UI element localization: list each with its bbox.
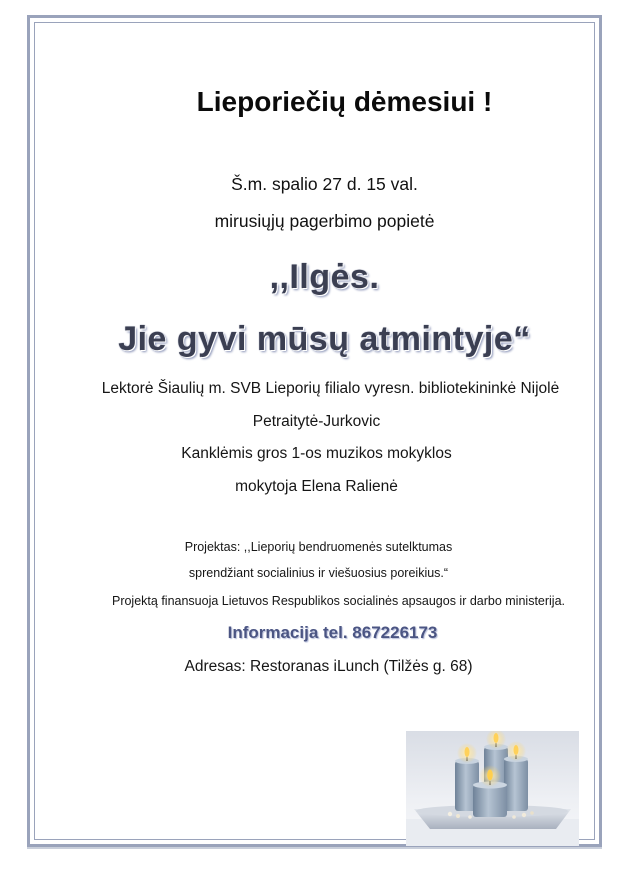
event-description: mirusiųjų pagerbimo popietė: [214, 211, 435, 231]
event-datetime: Š.m. spalio 27 d. 15 val.: [231, 174, 418, 194]
lecturer-line2: Petraitytė-Jurkovic: [252, 413, 381, 430]
event-name-line1: ,,Ilgės.: [269, 258, 380, 296]
project-line2: sprendžiant socialinius ir viešuosius poreikius.“: [188, 566, 449, 580]
project-line1: Projektas: ,,Lieporių bendruomenės sutelktumas: [184, 540, 453, 554]
poster-title: Lieporiečių dėmesiui !: [196, 86, 493, 117]
info-phone: Informacija tel. 867226173: [227, 623, 438, 642]
funding-line: Projektą finansuoja Lietuvos Respublikos socialinės apsaugos ir darbo ministerija.: [111, 594, 566, 608]
event-name-line2: Jie gyvi mūsų atmintyje“: [118, 320, 531, 358]
musician-line2: mokytoja Elena Ralienė: [235, 478, 398, 495]
page-border: [27, 15, 602, 847]
lecturer-line1: Lektorė Šiaulių m. SVB Lieporių filialo vyresn. bibliotekininkė Nijolė: [101, 380, 560, 397]
event-address: Adresas: Restoranas iLunch (Tilžės g. 68): [184, 658, 473, 675]
candles-image: [406, 731, 579, 846]
page-inner-border: [34, 22, 595, 840]
musician-line1: Kanklėmis gros 1-os muzikos mokyklos: [181, 445, 452, 462]
bottom-divider: [27, 847, 602, 849]
